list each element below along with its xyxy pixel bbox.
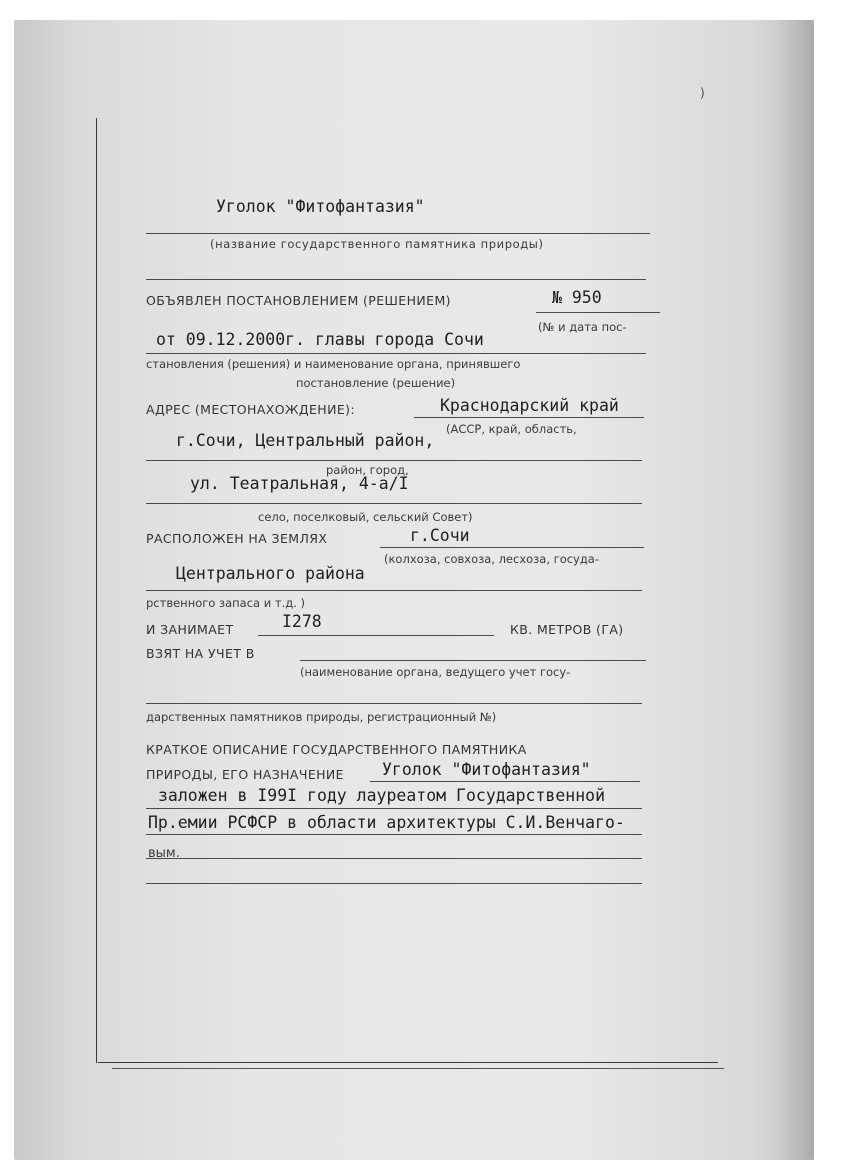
description-line-3	[146, 834, 642, 835]
resolution-date-authority: от 09.12.2000г. главы города Сочи	[156, 330, 484, 349]
address-street: ул. Театральная, 4-а/I	[190, 474, 409, 493]
page-border-bottom-shadow	[112, 1068, 724, 1069]
monument-name: Уголок "Фитофантазия"	[216, 197, 425, 216]
address-caption-3: село, поселковый, сельский Совет)	[258, 510, 473, 524]
declared-caption-3: постановление (решение)	[296, 376, 456, 390]
resolution-line	[146, 353, 646, 354]
registered-label: ВЗЯТ НА УЧЕТ В	[146, 646, 255, 661]
area-line	[258, 635, 494, 636]
description-line-2	[146, 808, 642, 809]
address-label: АДРЕС (МЕСТОНАХОЖДЕНИЕ):	[146, 402, 356, 417]
description-value-2: заложен в I99I году лауреатом Государственной	[158, 786, 606, 805]
monument-name-caption: (название государственного памятника природы)	[210, 237, 544, 251]
description-label-1: КРАТКОЕ ОПИСАНИЕ ГОСУДАРСТВЕННОГО ПАМЯТНИКА	[146, 742, 527, 757]
area-unit: КВ. МЕТРОВ (ГА)	[510, 622, 624, 637]
location-line-2	[146, 590, 642, 591]
area-label: И ЗАНИМАЕТ	[146, 622, 234, 637]
declared-caption-2: становления (решения) и наименование органа, принявшего	[146, 357, 521, 371]
description-line-1	[370, 781, 640, 782]
stray-mark: )	[700, 86, 705, 100]
address-city-district: г.Сочи, Центральный район,	[176, 431, 435, 450]
description-line-5	[146, 883, 642, 884]
page-border-bottom	[98, 1062, 718, 1063]
address-line-3	[146, 503, 642, 504]
location-caption-2: рственного запаса и т.д. )	[146, 596, 305, 610]
registered-caption-1: (наименование органа, ведущего учет госу-	[300, 665, 571, 679]
resolution-number: № 950	[552, 288, 602, 307]
address-line-2	[146, 460, 642, 461]
location-label: РАСПОЛОЖЕН НА ЗЕМЛЯХ	[146, 531, 328, 546]
address-caption-2: район, город,	[326, 463, 409, 477]
registered-line-1	[300, 660, 646, 661]
resolution-number-line	[536, 312, 660, 313]
declared-caption-1: (№ и дата пос-	[538, 320, 627, 334]
description-value-4: вым.	[148, 846, 180, 861]
blank-line-1	[146, 279, 646, 280]
registered-line-2	[146, 703, 642, 704]
description-line-4	[146, 858, 642, 859]
description-label-2: ПРИРОДЫ, ЕГО НАЗНАЧЕНИЕ	[146, 767, 344, 782]
declared-label: ОБЪЯВЛЕН ПОСТАНОВЛЕНИЕМ (РЕШЕНИЕМ)	[146, 293, 451, 308]
location-caption-1: (колхоза, совхоза, лесхоза, госуда-	[384, 552, 600, 566]
description-value-1: Уголок "Фитофантазия"	[382, 760, 591, 779]
location-line-1	[380, 547, 644, 548]
area-value: I278	[282, 612, 322, 631]
registered-caption-2: дарственных памятников природы, регистрационный №)	[146, 710, 497, 724]
address-caption-1: (АССР, край, область,	[446, 422, 577, 436]
description-value-3: Пр.емии РСФСР в области архитектуры С.И.Венчаго-	[148, 813, 625, 832]
address-line-1	[414, 417, 644, 418]
location-district: Центрального района	[176, 564, 365, 583]
location-city: г.Сочи	[410, 526, 470, 545]
address-region: Краснодарский край	[440, 396, 619, 415]
monument-name-line	[146, 233, 650, 234]
